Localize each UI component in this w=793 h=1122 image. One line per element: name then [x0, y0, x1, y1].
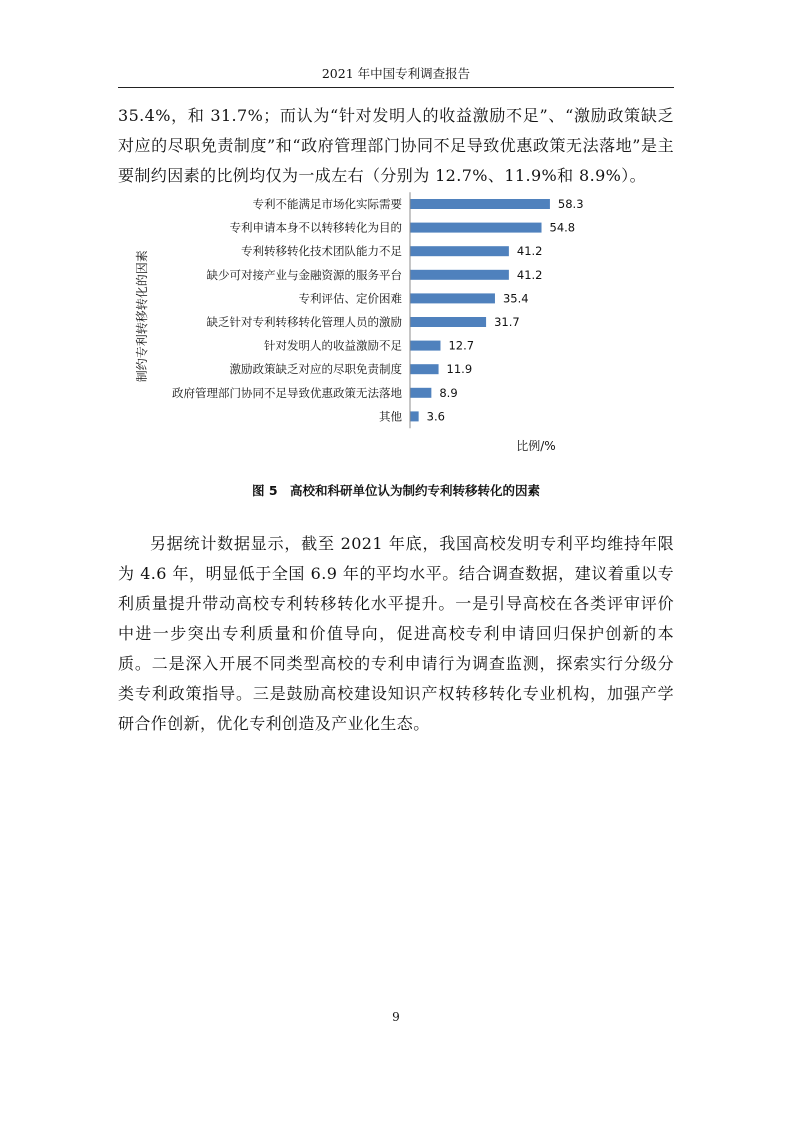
data-label: 35.4 [502, 291, 529, 306]
bar [410, 411, 419, 421]
paragraph-text: 35.4%，和 31.7%；而认为“针对发明人的收益激励不足”、“激励政策缺乏对应的尽职免责制度”和“政府管理部门协同不足导致优惠政策无法落地”是主要制约因素的比例均仅为一成左右（分别为 12.7%、11.9%和 8.9%）。 [118, 106, 674, 185]
chart-bars [172, 192, 584, 428]
bar [410, 364, 439, 374]
data-label: 41.2 [516, 267, 543, 282]
category-label: 专利转移转化技术团队能力不足 [241, 244, 402, 259]
paragraph-body [118, 529, 674, 739]
category-label: 针对发明人的收益激励不足 [264, 338, 402, 353]
category-label: 专利申请本身不以转移转化为目的 [229, 220, 402, 235]
bar [410, 293, 495, 303]
data-label: 54.8 [549, 220, 576, 235]
category-label: 专利不能满足市场化实际需要 [252, 197, 402, 211]
category-label: 缺少可对接产业与金融资源的服务平台 [206, 267, 402, 282]
bar [410, 270, 509, 280]
page-number: 9 [392, 1010, 400, 1024]
data-label: 31.7 [494, 315, 520, 329]
bar [410, 199, 550, 209]
bar [410, 317, 486, 327]
data-label: 3.6 [426, 409, 445, 424]
data-label: 41.2 [516, 244, 543, 259]
paragraph-continued [118, 101, 674, 191]
y-axis-title: 制约专利转移转化的因素 [135, 250, 149, 383]
bar [410, 223, 542, 233]
bar-chart [118, 192, 674, 462]
header-rule [118, 87, 674, 88]
data-label: 58.3 [557, 197, 584, 211]
paragraph-text: 另据统计数据显示，截至 2021 年底，我国高校发明专利平均维持年限为 4.6 年，明显低于全国 6.9 年的平均水平。结合调查数据，建议着重以专利质量提升带动高校专利转移转化水平提升。一是引导高校在各类评审评价中进一步突出专利质量和价值导向，促进高校专利申请回归保护创新的本质。二是深入开展不同类型高校的专利申请行为调查监测，探索实行分级分类专利政策指导。三是鼓励高校建设知识产权转移转化专业机构，加强产学研合作创新，优化专利创造及产业化生态。 [118, 534, 674, 733]
category-label: 其他 [379, 409, 402, 424]
category-label: 专利评估、定价困难 [298, 291, 402, 306]
data-label: 12.7 [448, 338, 475, 353]
running-header: 2021 年中国专利调查报告 [321, 66, 471, 81]
category-label: 缺乏针对专利转移转化管理人员的激励 [206, 315, 402, 329]
category-label: 激励政策缺乏对应的尽职免责制度 [229, 362, 402, 377]
x-axis-title: 比例/% [516, 439, 556, 454]
data-label: 11.9 [446, 362, 473, 377]
bar [410, 246, 509, 256]
category-label: 政府管理部门协同不足导致优惠政策无法落地 [172, 385, 402, 400]
figure-caption: 图 5 高校和科研单位认为制约专利转移转化的因素 [251, 483, 541, 498]
bar [410, 341, 440, 351]
data-label: 8.9 [439, 385, 458, 400]
bar [410, 388, 431, 398]
